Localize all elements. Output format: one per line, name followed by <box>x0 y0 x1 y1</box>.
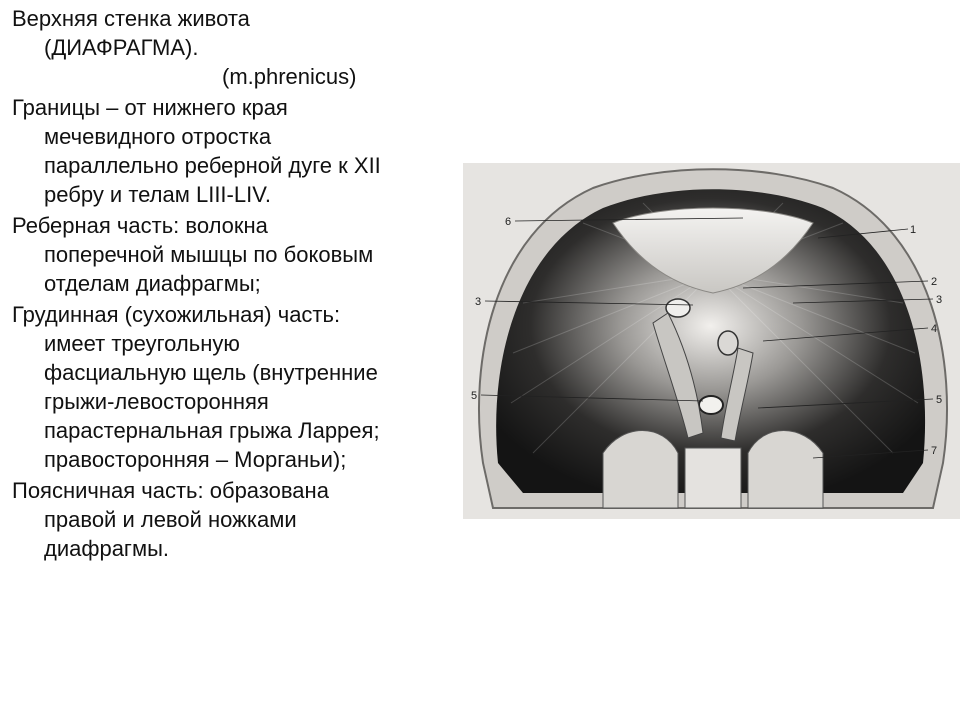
paragraph-line: Поясничная часть: образована <box>12 478 329 503</box>
paragraph-line: правой и левой ножками <box>44 507 297 532</box>
esophageal-opening <box>718 331 738 355</box>
paragraph-sternal-part <box>12 300 462 474</box>
label-7: 7 <box>931 445 938 457</box>
slide-title-line-2: (ДИАФРАГМА). <box>44 35 199 60</box>
paragraph-line: грыжи-левосторонняя <box>44 389 269 414</box>
paragraph-line: Границы – от нижнего края <box>12 95 288 120</box>
paragraph-line: парастернальная грыжа Ларрея; <box>44 418 380 443</box>
paragraph-line: диафрагмы. <box>44 536 170 561</box>
paragraph-lumbar-part <box>12 476 462 563</box>
paragraph-line: фасциальную щель (внутренние <box>44 360 378 385</box>
label-5-right: 5 <box>936 394 943 406</box>
paragraph-line: ребру и телам LIII-LIV. <box>44 182 271 207</box>
vertebral-body <box>685 448 741 508</box>
aortic-opening <box>699 396 723 414</box>
paragraph-borders <box>12 93 462 209</box>
paragraph-line: правосторонняя – Морганьи); <box>44 447 347 472</box>
slide-title-line-1: Верхняя стенка живота <box>12 6 250 31</box>
diaphragm-illustration <box>463 163 960 519</box>
paragraph-line: имеет треугольную <box>44 331 240 356</box>
label-5-left: 5 <box>471 390 478 402</box>
paragraph-line: отделам диафрагмы; <box>44 271 261 296</box>
paragraph-line: параллельно реберной дуге к XII <box>44 153 381 178</box>
paragraph-line: мечевидного отростка <box>44 124 272 149</box>
label-4: 4 <box>931 323 938 335</box>
paragraph-line: Грудинная (сухожильная) часть: <box>12 302 341 327</box>
caval-opening <box>666 299 690 317</box>
label-3-right: 3 <box>936 294 943 306</box>
psoas-right <box>603 431 678 509</box>
label-1: 1 <box>910 224 917 236</box>
paragraph-costal-part <box>12 211 462 298</box>
paragraph-line: поперечной мышцы по боковым <box>44 242 374 267</box>
paragraph-line: Реберная часть: волокна <box>12 213 268 238</box>
slide-subtitle: (m.phrenicus) <box>222 64 357 89</box>
psoas-left <box>748 431 823 509</box>
label-6: 6 <box>505 216 512 228</box>
label-2: 2 <box>931 276 938 288</box>
label-3-left: 3 <box>475 296 482 308</box>
slide-text <box>12 4 462 563</box>
